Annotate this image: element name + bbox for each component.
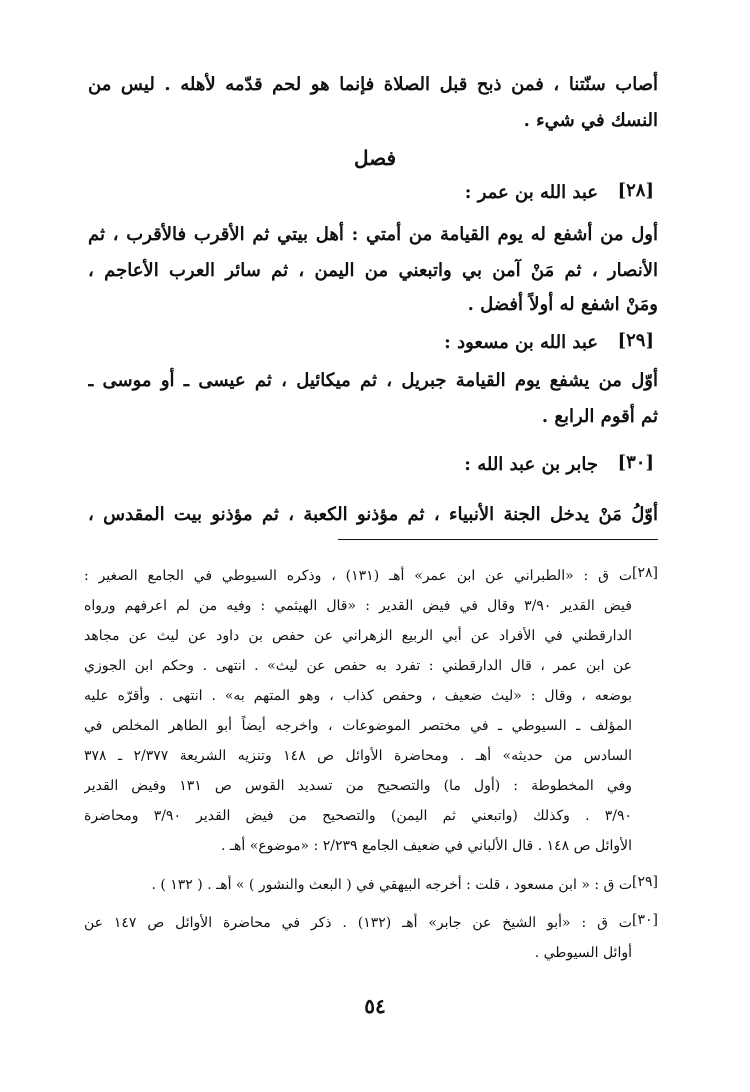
entry-number: [٣٠] — [617, 452, 654, 473]
entry-text-line: ثم أقوم الرابع . — [541, 406, 658, 427]
footnote-line: المؤلف ـ السيوطي ـ في مختصر الموضوعات ، واخرجه أيضاً أبو الطاهر المخلص في — [84, 718, 632, 734]
footnote-line: فيض القدير ٣/٩٠ وقال في فيض القدير : «قال الهيثمي : وفيه من لم اعرفهم ورواه — [84, 598, 632, 614]
footnote-number: [٢٩] — [632, 874, 658, 890]
page-number: ٥٤ — [364, 994, 386, 1018]
footnote-line: ت ق : «أبو الشيخ عن جابر» أهـ (١٣٢) . ذكر في محاضرة الأوائل ص ١٤٧ عن — [84, 915, 632, 931]
entry-narrator: عبد الله بن عمر : — [464, 182, 598, 203]
footnote-line: ٣/٩٠ . وكذلك (واتبعني ثم اليمن) والتصحيح من فيض القدير ٣/٩٠ ومحاضرة — [84, 808, 632, 824]
entry-text-line: أول من أشفع له يوم القيامة من أمتي : أهل بيتي ثم الأقرب فالأقرب ، ثم — [88, 224, 658, 245]
footnote-line: أوائل السيوطي . — [534, 945, 632, 961]
intro-line-2: النسك في شيء . — [523, 110, 658, 131]
entry-text-line: أوّل من يشفع يوم القيامة جبريل ، ثم ميكائيل ، ثم عيسى ـ أو موسى ـ — [88, 370, 658, 391]
section-heading: فصل — [353, 146, 397, 170]
footnote-number: [٣٠] — [632, 912, 658, 928]
footnote-line: الأوائل ص ١٤٨ . قال الألباني في ضعيف الجامع ٢/٢٣٩ : «موضوع» أهـ . — [221, 838, 632, 854]
footnote-line: ت ق : «الطبراني عن ابن عمر» أهـ (١٣١) ، وذكره السيوطي في الجامع الصغير : — [84, 568, 632, 584]
footnote-line: بوضعه ، وقال : «ليث ضعيف ، وحفص كذاب ، وهو المتهم به» . انتهى . وأقرّه عليه — [84, 688, 632, 704]
footnote-number: [٢٨] — [632, 565, 658, 581]
entry-number: [٢٨] — [617, 180, 654, 201]
footnote-line: ت ق : « ابن مسعود ، قلت : أخرجه البيهقي في ( البعث والنشور ) » أهـ . ( ١٣٢ ) . — [151, 877, 632, 893]
entry-text-line: الأنصار ، ثم مَنْ آمن بي واتبعني من اليمن ، ثم سائر العرب الأعاجم ، — [88, 260, 658, 281]
footnote-separator — [338, 539, 658, 540]
entry-text-line: ومَنْ اشفع له أولاً أفضل . — [467, 294, 658, 315]
entry-text-line: أوّلُ مَنْ يدخل الجنة الأنبياء ، ثم مؤذنو الكعبة ، ثم مؤذنو بيت المقدس ، — [88, 504, 658, 525]
footnote-line: وفي المخطوطة : (أول ما) والتصحيح من تسديد القوس ص ١٣١ وفيض القدير — [84, 778, 632, 794]
entry-narrator: عبد الله بن مسعود : — [444, 332, 598, 353]
entry-number: [٢٩] — [617, 330, 654, 351]
intro-line-1: أصاب سنّتنا ، فمن ذبح قبل الصلاة فإنما هو لحم قدّمه لأهله . ليس من — [88, 74, 658, 95]
footnote-line: السادس من حديثه» أهـ . ومحاضرة الأوائل ص ١٤٨ وتنزيه الشريعة ٢/٣٧٧ ـ ٣٧٨ — [84, 748, 632, 764]
footnote-line: عن ابن عمر ، قال الدارقطني : تفرد به حفص عن ليث» . انتهى . وحكم ابن الجوزي — [84, 658, 632, 674]
entry-narrator: جابر بن عبد الله : — [464, 454, 598, 475]
footnote-line: الدارقطني في الأفراد عن أبي الربيع الزهراني عن حفص بن داود عن ليث عن مجاهد — [84, 628, 632, 644]
